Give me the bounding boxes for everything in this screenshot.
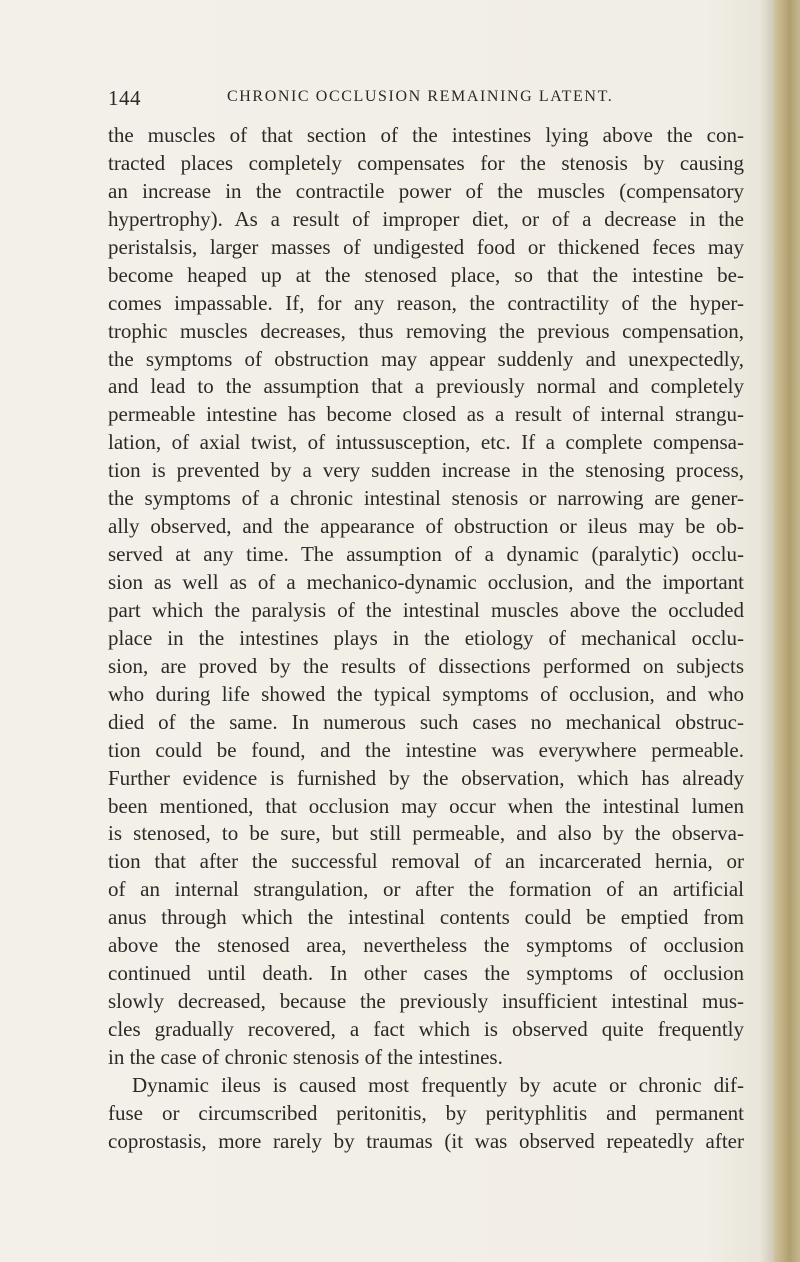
text-line: coprostasis, more rarely by traumas (it was observed repeatedly after <box>108 1128 744 1153</box>
text-line: tion is prevented by a very sudden increase in the stenosing process, <box>108 458 744 483</box>
text-line: anus through which the intestinal contents could be emptied from <box>108 905 744 930</box>
text-line: the muscles of that section of the intestines lying above the con- <box>108 123 744 147</box>
text-line: is stenosed, to be sure, but still permeable, and also by the observa- <box>108 821 744 846</box>
page-header <box>108 86 748 112</box>
text-line: and lead to the assumption that a previously normal and completely <box>108 374 744 399</box>
text-line: the symptoms of a chronic intestinal stenosis or narrowing are gener- <box>108 486 744 511</box>
text-line: become heaped up at the stenosed place, so that the intestine be- <box>108 262 744 287</box>
text-line: part which the paralysis of the intestinal muscles above the occluded <box>108 597 744 622</box>
text-line: sion, are proved by the results of dissections performed on subjects <box>108 653 744 678</box>
text-line: continued until death. In other cases the symptoms of occlusion <box>108 961 744 986</box>
text-line: been mentioned, that occlusion may occur when the intestinal lumen <box>108 793 744 818</box>
text-line: slowly decreased, because the previously insufficient intestinal mus- <box>108 989 744 1014</box>
text-line: comes impassable. If, for any reason, the contractility of the hyper- <box>108 290 744 315</box>
text-line: above the stenosed area, nevertheless the symptoms of occlusion <box>108 933 744 958</box>
body-text <box>108 122 744 1156</box>
page-edge <box>774 0 800 1262</box>
text-line: served at any time. The assumption of a dynamic (paralytic) occlu- <box>108 542 744 567</box>
text-line: tion that after the successful removal of an incarcerated hernia, or <box>108 849 744 874</box>
text-line: an increase in the contractile power of the muscles (compensatory <box>108 178 744 203</box>
text-line: tion could be found, and the intestine was everywhere permeable. <box>108 737 744 762</box>
text-line: the symptoms of obstruction may appear suddenly and unexpectedly, <box>108 346 744 371</box>
text-line: place in the intestines plays in the etiology of mechanical occlu- <box>108 625 744 650</box>
text-line: died of the same. In numerous such cases no mechanical obstruc- <box>108 709 744 734</box>
text-line: sion as well as of a mechanico-dynamic occlusion, and the important <box>108 570 744 594</box>
text-line: peristalsis, larger masses of undigested food or thickened feces may <box>108 234 744 259</box>
text-line: hypertrophy). As a result of improper diet, or of a decrease in the <box>108 206 744 231</box>
text-line: trophic muscles decreases, thus removing the previous compensation, <box>108 318 744 343</box>
page-edge-shadow <box>760 0 774 1262</box>
text-line: permeable intestine has become closed as a result of internal strangu- <box>108 402 744 427</box>
running-title: CHRONIC OCCLUSION REMAINING LATENT. <box>227 88 614 105</box>
text-line: who during life showed the typical symptoms of occlusion, and who <box>108 681 744 706</box>
paragraph-start-line: Dynamic ileus is caused most frequently by acute or chronic dif- <box>132 1072 744 1097</box>
text-line: Further evidence is furnished by the observation, which has already <box>108 765 744 790</box>
text-line: of an internal strangulation, or after the formation of an artificial <box>108 877 744 902</box>
text-line: lation, of axial twist, of intussusception, etc. If a complete compensa- <box>108 430 744 455</box>
page-number: 144 <box>108 86 141 110</box>
text-line: cles gradually recovered, a fact which is observed quite frequently <box>108 1017 744 1041</box>
paragraph-end-line: in the case of chronic stenosis of the intestines. <box>108 1044 503 1069</box>
text-line: fuse or circumscribed peritonitis, by perityphlitis and permanent <box>108 1100 744 1125</box>
text-line: tracted places completely compensates for the stenosis by causing <box>108 150 744 175</box>
text-line: ally observed, and the appearance of obstruction or ileus may be ob- <box>108 514 744 539</box>
